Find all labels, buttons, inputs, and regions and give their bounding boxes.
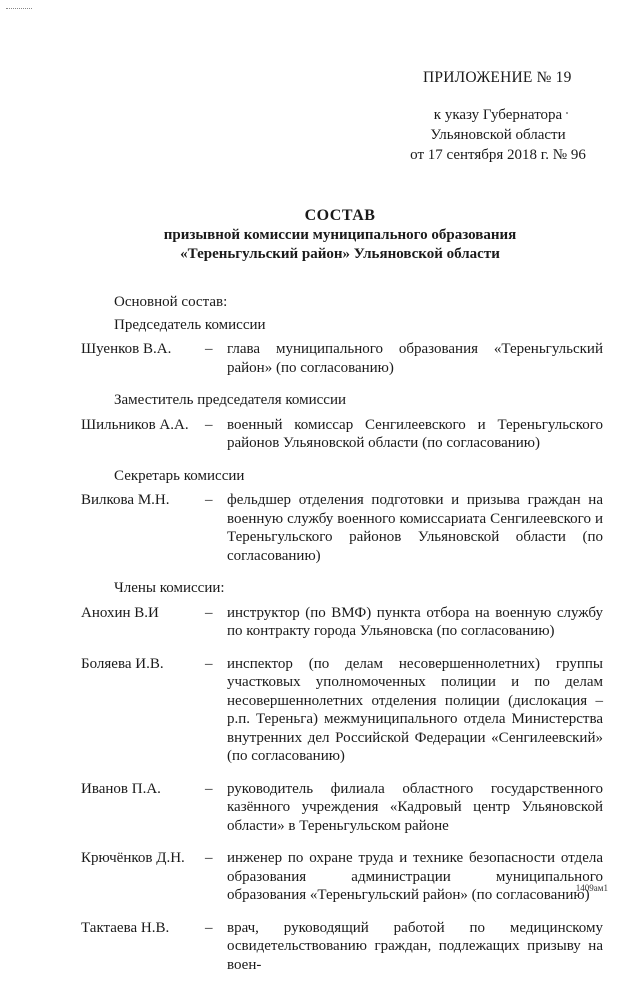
title-sub-line: «Тереньгульский район» Ульяновской области	[180, 246, 500, 262]
member-row	[81, 919, 603, 975]
member-row	[81, 849, 603, 905]
member-chairman	[81, 340, 603, 377]
dash: –	[205, 492, 213, 508]
title-main: СОСТАВ	[304, 207, 376, 224]
member-name: Иванов П.А.	[81, 780, 161, 797]
member-secretary	[81, 491, 603, 565]
dash: –	[205, 780, 213, 797]
member-role: врач, руководящий работой по медицинскому освидетельствованию граждан, подлежащих призыву на воен-	[227, 919, 603, 973]
appendix-number: ПРИЛОЖЕНИЕ № 19	[423, 69, 572, 86]
footer-document-code: 1409ам1	[575, 883, 608, 893]
member-role: руководитель филиала областного государственного казённого учреждения «Кадровый центр Ульяновской области» в Тереньгульском районе	[227, 780, 603, 834]
member-row	[81, 655, 603, 766]
document-title	[80, 206, 600, 264]
section-main-composition: Основной состав:	[114, 294, 228, 310]
member-role: инженер по охране труда и технике безопасности отдела образования администрации муниципального образования «Тереньгульский район» (по согласованию)	[227, 850, 603, 903]
corner-dotted-mark	[6, 8, 32, 10]
dash: –	[205, 850, 213, 866]
dash: –	[205, 416, 213, 433]
section-chairman: Председатель комиссии	[114, 316, 266, 333]
member-vice-chairman	[81, 416, 603, 453]
member-name: Боляева И.В.	[81, 655, 164, 672]
dash: –	[205, 655, 213, 672]
member-role: глава муниципального образования «Тереньгульский район» (по согласованию)	[227, 341, 603, 376]
section-vice-chairman: Заместитель председателя комиссии	[114, 392, 347, 408]
member-name: Анохин В.И	[81, 604, 159, 621]
member-row	[81, 780, 603, 836]
composition-list	[81, 293, 603, 988]
decree-line: к указу Губернатора	[433, 107, 563, 123]
section-secretary: Секретарь комиссии	[114, 467, 245, 484]
member-name: Шуенков В.А.	[81, 341, 172, 357]
member-role: военный комиссар Сенгилеевского и Тереньгульского районов Ульяновской области (по согласованию)	[227, 416, 603, 451]
decree-reference	[398, 105, 598, 165]
member-role: фельдшер отделения подготовки и призыва граждан на военную службу военного комиссариата Сенгилеевского и Тереньгульского районов Ульяновской области (по согласованию)	[227, 492, 603, 564]
member-name: Тактаева Н.В.	[81, 919, 170, 936]
member-role: инструктор (по ВМФ) пункта отбора на военную службу по контракту города Ульяновска (по согласованию)	[227, 604, 603, 639]
decree-line: Ульяновской области	[430, 127, 566, 143]
dash: –	[205, 604, 213, 621]
member-row	[81, 604, 603, 641]
title-sub-line: призывной комиссии муниципального образования	[163, 227, 517, 243]
member-name: Шильников А.А.	[81, 416, 189, 433]
member-role: инспектор (по делам несовершеннолетних) группы участковых уполномоченных полиции и по делам несовершеннолетних отделения полиции (дислокация – р.п. Тереньга) межмуниципального отдела Министерства внутренних дел Российской Федерации «Сенгилеевский» (по согласованию)	[227, 655, 603, 764]
decree-line: от 17 сентября 2018 г. № 96	[410, 147, 586, 163]
member-name: Вилкова М.Н.	[81, 492, 170, 508]
section-members: Члены комиссии:	[114, 580, 225, 596]
dash: –	[205, 341, 213, 357]
member-name: Крючёнков Д.Н.	[81, 850, 185, 866]
dash: –	[205, 919, 213, 936]
